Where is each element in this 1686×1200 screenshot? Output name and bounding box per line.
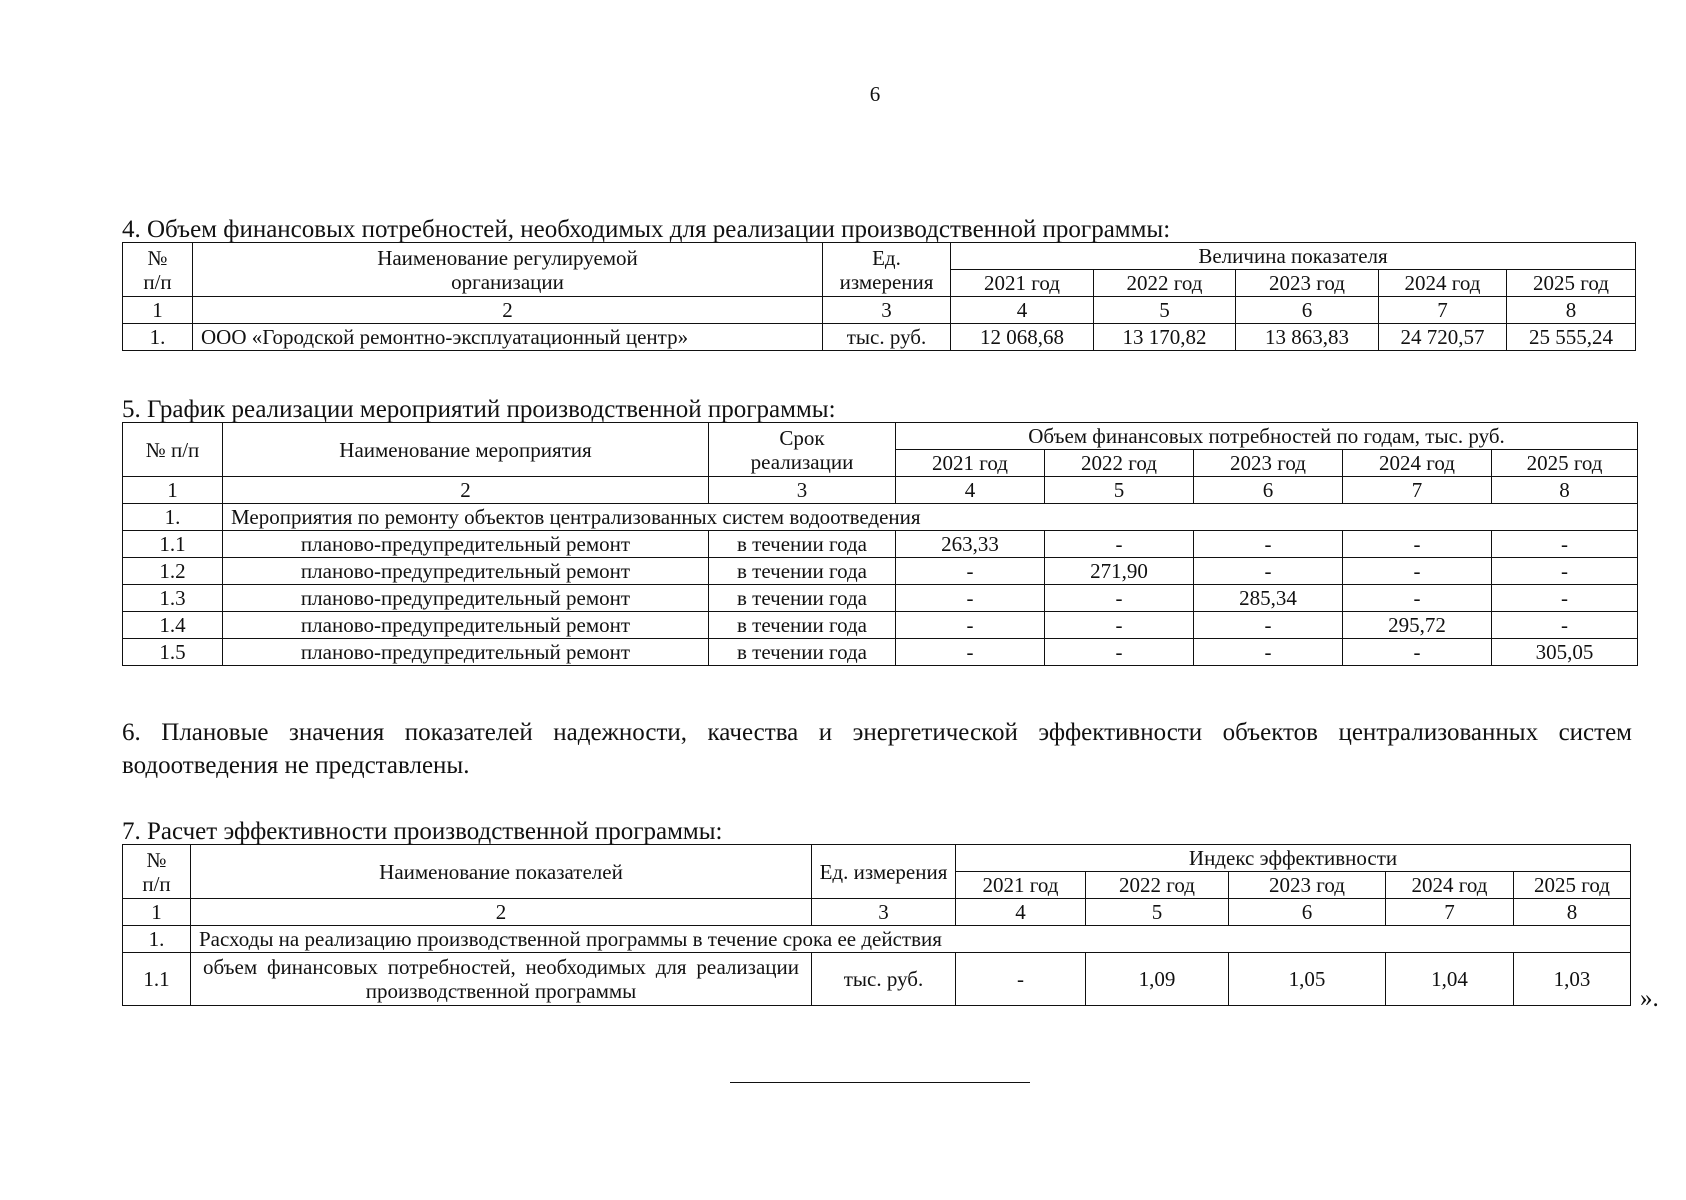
- table-row: [123, 585, 1638, 612]
- term-cell: в течении года: [709, 558, 896, 585]
- header-group: Величина показателя: [951, 243, 1636, 270]
- value-cell: 1,05: [1229, 953, 1386, 1006]
- index-cell: 4: [956, 899, 1086, 926]
- header-name: Наименование регулируемой организации: [193, 243, 823, 297]
- index-cell: 3: [812, 899, 956, 926]
- value-cell: -: [956, 953, 1086, 1006]
- value-cell: 24 720,57: [1379, 324, 1507, 351]
- section5-heading: 5. График реализации мероприятий производственной программы:: [122, 396, 836, 423]
- value-cell: 13 170,82: [1094, 324, 1236, 351]
- row-num: 1.3: [123, 585, 223, 612]
- term-cell: в течении года: [709, 585, 896, 612]
- value-cell: 1,03: [1514, 953, 1631, 1006]
- term-cell: в течении года: [709, 639, 896, 666]
- value-cell: -: [1492, 558, 1638, 585]
- unit-cell: тыс. руб.: [823, 324, 951, 351]
- table-row: [123, 612, 1638, 639]
- value-cell: -: [1194, 558, 1343, 585]
- measure-name: планово-предупредительный ремонт: [223, 639, 709, 666]
- value-cell: -: [1343, 558, 1492, 585]
- header-year: 2021 год: [956, 872, 1086, 899]
- header-name: Наименование показателей: [191, 845, 812, 899]
- index-cell: 1: [123, 477, 223, 504]
- measure-name: планово-предупредительный ремонт: [223, 612, 709, 639]
- value-cell: -: [896, 558, 1045, 585]
- unit-cell: тыс. руб.: [812, 953, 956, 1006]
- index-cell: 3: [709, 477, 896, 504]
- index-cell: 4: [951, 297, 1094, 324]
- value-cell: -: [1343, 585, 1492, 612]
- table-row: [123, 324, 1636, 351]
- index-cell: 7: [1343, 477, 1492, 504]
- row-num: 1.: [123, 504, 223, 531]
- header-year: 2021 год: [896, 450, 1045, 477]
- value-cell: -: [896, 639, 1045, 666]
- measure-name: планово-предупредительный ремонт: [223, 558, 709, 585]
- value-cell: -: [1194, 612, 1343, 639]
- schedule-table: [122, 422, 1638, 666]
- value-cell: -: [1045, 531, 1194, 558]
- value-cell: -: [1343, 639, 1492, 666]
- header-year: 2024 год: [1379, 270, 1507, 297]
- row-num: 1.4: [123, 612, 223, 639]
- value-cell: -: [1045, 639, 1194, 666]
- header-num: № п/п: [123, 243, 193, 297]
- table-row: [123, 953, 1631, 1006]
- index-cell: 6: [1229, 899, 1386, 926]
- measure-name: планово-предупредительный ремонт: [223, 531, 709, 558]
- end-divider: [730, 1082, 1030, 1083]
- header-unit: Ед. измерения: [812, 845, 956, 899]
- value-cell: 1,09: [1086, 953, 1229, 1006]
- index-cell: 7: [1386, 899, 1514, 926]
- value-cell: -: [1343, 531, 1492, 558]
- efficiency-table: [122, 844, 1631, 1006]
- value-cell: 285,34: [1194, 585, 1343, 612]
- header-year: 2022 год: [1045, 450, 1194, 477]
- group-row: [123, 926, 1631, 953]
- value-cell: 12 068,68: [951, 324, 1094, 351]
- index-cell: 8: [1492, 477, 1638, 504]
- header-group: Объем финансовых потребностей по годам, тыс. руб.: [896, 423, 1638, 450]
- value-cell: 25 555,24: [1507, 324, 1636, 351]
- header-num: № п/п: [123, 423, 223, 477]
- term-cell: в течении года: [709, 531, 896, 558]
- value-cell: -: [896, 612, 1045, 639]
- value-cell: 263,33: [896, 531, 1045, 558]
- section6-paragraph: 6. Плановые значения показателей надежности, качества и энергетической эффективности объектов централизованных систем водоотведения не представлены.: [122, 719, 1632, 779]
- row-num: 1.5: [123, 639, 223, 666]
- index-cell: 6: [1194, 477, 1343, 504]
- value-cell: 295,72: [1343, 612, 1492, 639]
- header-year: 2024 год: [1386, 872, 1514, 899]
- column-index-row: [123, 297, 1636, 324]
- index-cell: 3: [823, 297, 951, 324]
- value-cell: 13 863,83: [1236, 324, 1379, 351]
- index-cell: 8: [1507, 297, 1636, 324]
- table-row: [123, 639, 1638, 666]
- value-cell: -: [1045, 612, 1194, 639]
- table-row: [123, 531, 1638, 558]
- column-index-row: [123, 899, 1631, 926]
- section4-heading: 4. Объем финансовых потребностей, необходимых для реализации производственной программы:: [122, 216, 1171, 243]
- value-cell: -: [1045, 585, 1194, 612]
- index-cell: 6: [1236, 297, 1379, 324]
- closing-quote-mark: ».: [1640, 985, 1659, 1012]
- header-year: 2023 год: [1229, 872, 1386, 899]
- value-cell: -: [1492, 531, 1638, 558]
- group-row: [123, 504, 1638, 531]
- index-cell: 2: [193, 297, 823, 324]
- index-cell: 1: [123, 899, 191, 926]
- header-year: 2023 год: [1194, 450, 1343, 477]
- header-year: 2021 год: [951, 270, 1094, 297]
- header-year: 2022 год: [1086, 872, 1229, 899]
- term-cell: в течении года: [709, 612, 896, 639]
- index-cell: 5: [1086, 899, 1229, 926]
- value-cell: 1,04: [1386, 953, 1514, 1006]
- header-year: 2023 год: [1236, 270, 1379, 297]
- page-number: 6: [869, 82, 881, 106]
- index-cell: 2: [191, 899, 812, 926]
- row-num: 1.1: [123, 531, 223, 558]
- header-year: 2025 год: [1514, 872, 1631, 899]
- header-term: Срок реализации: [709, 423, 896, 477]
- index-cell: 7: [1379, 297, 1507, 324]
- index-cell: 2: [223, 477, 709, 504]
- row-num: 1.: [123, 324, 193, 351]
- financial-needs-table: [122, 242, 1636, 351]
- row-num: 1.1: [123, 953, 191, 1006]
- header-year: 2022 год: [1094, 270, 1236, 297]
- value-cell: -: [1194, 531, 1343, 558]
- column-index-row: [123, 477, 1638, 504]
- group-title: Расходы на реализацию производственной программы в течение срока ее действия: [191, 926, 1631, 953]
- table-row: [123, 558, 1638, 585]
- value-cell: -: [1492, 612, 1638, 639]
- value-cell: -: [896, 585, 1045, 612]
- index-cell: 8: [1514, 899, 1631, 926]
- value-cell: -: [1194, 639, 1343, 666]
- header-num: № п/п: [123, 845, 191, 899]
- header-unit: Ед. измерения: [823, 243, 951, 297]
- value-cell: -: [1492, 585, 1638, 612]
- index-cell: 5: [1045, 477, 1194, 504]
- row-num: 1.2: [123, 558, 223, 585]
- indicator-name: объем финансовых потребностей, необходимых для реализации производственной программы: [191, 953, 812, 1006]
- organization-name: ООО «Городской ремонтно-эксплуатационный центр»: [193, 324, 823, 351]
- section7-heading: 7. Расчет эффективности производственной программы:: [122, 818, 723, 845]
- header-year: 2025 год: [1492, 450, 1638, 477]
- row-num: 1.: [123, 926, 191, 953]
- value-cell: 305,05: [1492, 639, 1638, 666]
- header-name: Наименование мероприятия: [223, 423, 709, 477]
- measure-name: планово-предупредительный ремонт: [223, 585, 709, 612]
- value-cell: 271,90: [1045, 558, 1194, 585]
- index-cell: 4: [896, 477, 1045, 504]
- index-cell: 5: [1094, 297, 1236, 324]
- header-year: 2025 год: [1507, 270, 1636, 297]
- index-cell: 1: [123, 297, 193, 324]
- group-title: Мероприятия по ремонту объектов централизованных систем водоотведения: [223, 504, 1638, 531]
- header-year: 2024 год: [1343, 450, 1492, 477]
- header-group: Индекс эффективности: [956, 845, 1631, 872]
